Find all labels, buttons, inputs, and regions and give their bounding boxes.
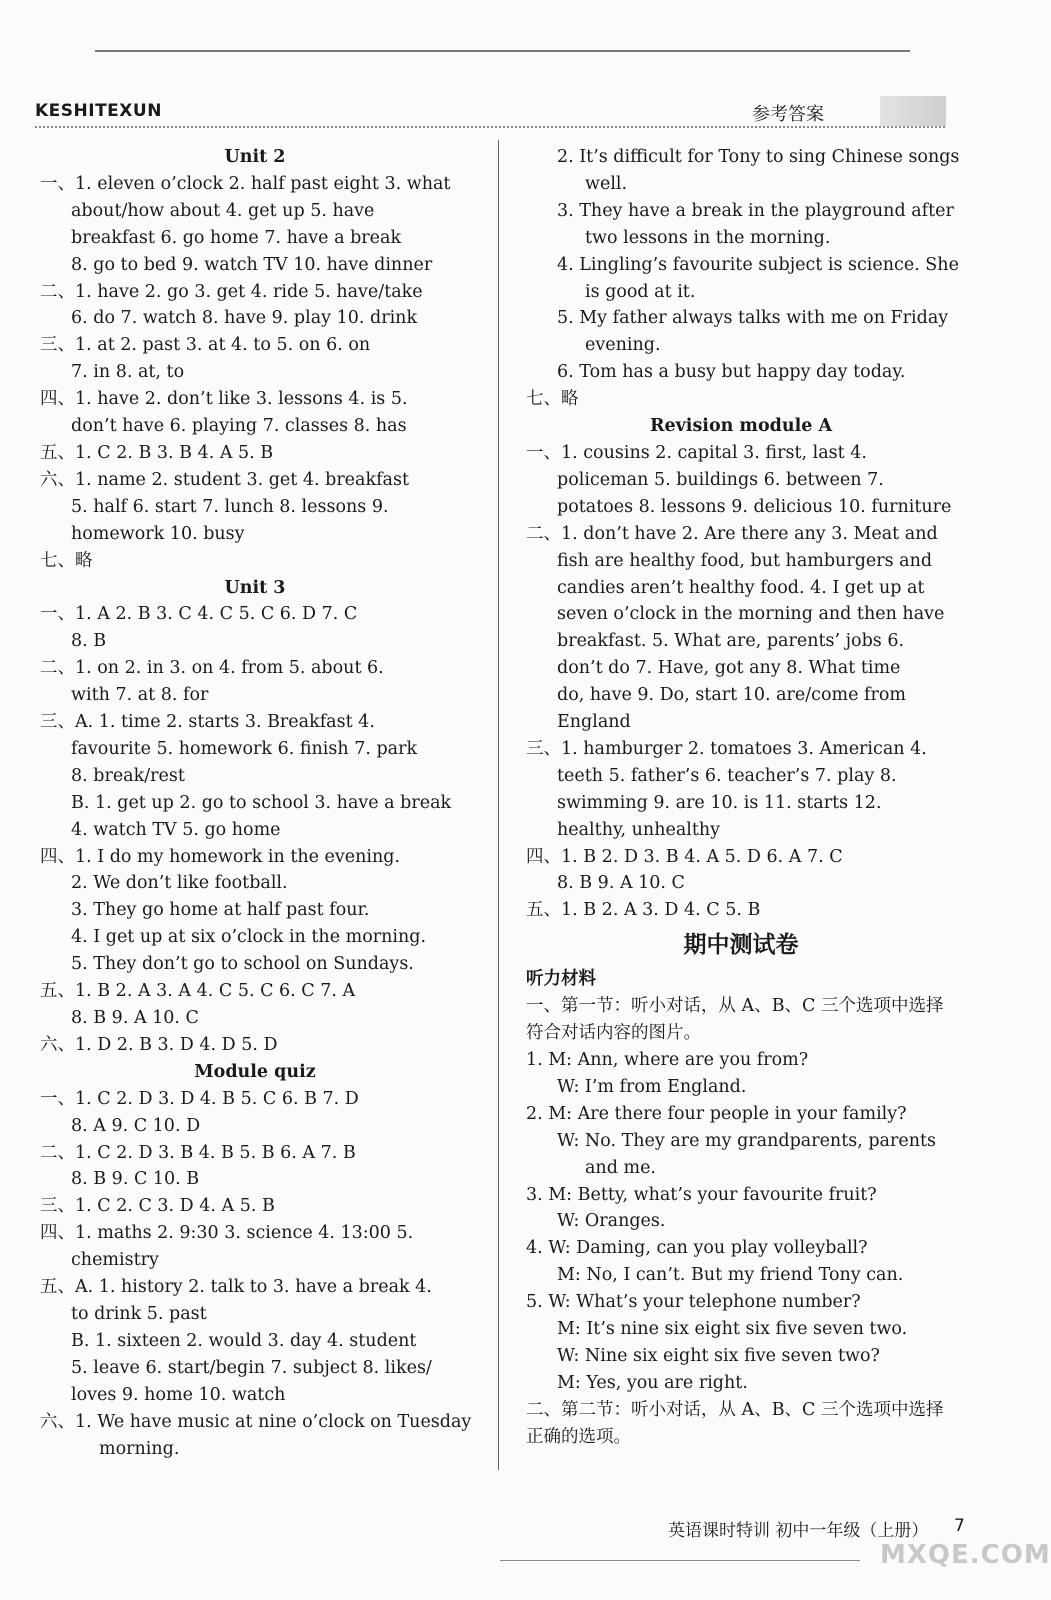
section-heading: Unit 3 [224, 577, 286, 598]
answer-line: 四、1. have 2. don’t like 3. lessons 4. is 5. [40, 389, 408, 410]
answer-line: 5. They don’t go to school on Sundays. [71, 954, 414, 975]
answer-line: 五、1. B 2. A 3. A 4. C 5. C 6. C 7. A [40, 981, 356, 1002]
answer-line: England [557, 712, 631, 733]
answer-line: 五、A. 1. history 2. talk to 3. have a break 4. [40, 1277, 432, 1298]
answer-line: morning. [99, 1438, 180, 1459]
answer-line: 二、第二节：听小对话，从 A、B、C 三个选项中选择 [526, 1399, 944, 1420]
answer-line: 5. My father always talks with me on Friday [557, 308, 949, 329]
answer-line: M: Yes, you are right. [557, 1372, 748, 1393]
answer-line: 4. I get up at six o’clock in the morning. [71, 927, 427, 948]
answer-line: don’t do 7. Have, got any 8. What time [557, 658, 901, 679]
header-tag-decoration [880, 96, 946, 126]
answer-line: to drink 5. past [71, 1303, 207, 1324]
answer-line: 8. B 9. A 10. C [557, 873, 685, 894]
brand-name: KESHITEXUN [35, 101, 162, 121]
answer-line: 一、1. cousins 2. capital 3. first, last 4. [526, 442, 867, 463]
answer-line: with 7. at 8. for [71, 685, 209, 706]
answer-line: 二、1. on 2. in 3. on 4. from 5. about 6. [40, 658, 384, 679]
answer-line: 六、1. D 2. B 3. D 4. D 5. D [40, 1034, 278, 1055]
answer-line: 5. half 6. start 7. lunch 8. lessons 9. [71, 496, 389, 517]
answer-line: potatoes 8. lessons 9. delicious 10. furniture [557, 496, 952, 517]
answer-line: 五、1. C 2. B 3. B 4. A 5. B [40, 442, 274, 463]
answer-line: breakfast. 5. What are, parents’ jobs 6. [557, 631, 905, 652]
answer-line: 一、第一节：听小对话，从 A、B、C 三个选项中选择 [526, 996, 944, 1017]
section-heading: Revision module A [649, 416, 833, 437]
right-answer-column [526, 144, 960, 1451]
answer-line: W: I’m from England. [557, 1076, 747, 1097]
answer-line: M: It’s nine six eight six five seven two. [557, 1319, 908, 1340]
answer-line: 三、1. at 2. past 3. at 4. to 5. on 6. on [40, 335, 371, 356]
answer-line: 8. go to bed 9. watch TV 10. have dinner [71, 254, 433, 275]
answer-line: 三、1. hamburger 2. tomatoes 3. American 4. [526, 738, 927, 759]
answer-line: 六、1. name 2. student 3. get 4. breakfast [40, 469, 410, 490]
answer-line: 4. W: Daming, can you play volleyball? [526, 1238, 868, 1259]
answer-line: W: Nine six eight six five seven two? [557, 1345, 880, 1366]
answer-line: healthy, unhealthy [557, 819, 721, 840]
answer-line: 正确的选项。 [526, 1426, 631, 1447]
footer-book-title: 英语课时特训 初中一年级（上册） [668, 1521, 929, 1541]
top-rule [95, 50, 910, 52]
answer-line: well. [585, 173, 628, 194]
answer-line: 1. M: Ann, where are you from? [526, 1050, 809, 1070]
answer-line: policeman 5. buildings 6. between 7. [557, 469, 884, 490]
answer-line: 8. A 9. C 10. D [71, 1115, 201, 1136]
answer-line: 6. Tom has a busy but happy day today. [557, 362, 906, 383]
answer-line: is good at it. [585, 281, 696, 302]
answer-line: 2. It’s difficult for Tony to sing Chinese songs [557, 147, 960, 167]
answer-line: 3. M: Betty, what’s your favourite fruit? [526, 1184, 877, 1205]
answer-line: 七、略 [40, 550, 93, 571]
answer-line: 二、1. C 2. D 3. B 4. B 5. B 6. A 7. B [40, 1142, 356, 1163]
answer-line: 二、1. don’t have 2. Are there any 3. Meat and [526, 523, 938, 544]
answer-line: 2. We don’t like football. [71, 873, 288, 894]
watermark-logo: MXQE.COM [880, 1540, 1051, 1570]
answer-line: B. 1. sixteen 2. would 3. day 4. student [71, 1330, 417, 1351]
answer-line: 四、1. B 2. D 3. B 4. A 5. D 6. A 7. C [526, 846, 843, 867]
answer-line: breakfast 6. go home 7. have a break [71, 227, 402, 248]
answer-line: 3. They go home at half past four. [71, 900, 370, 921]
answer-line: do, have 9. Do, start 10. are/come from [557, 685, 907, 706]
answer-line: 一、1. A 2. B 3. C 4. C 5. C 6. D 7. C [40, 604, 358, 625]
answer-line: homework 10. busy [71, 523, 245, 544]
section-heading: 期中测试卷 [683, 932, 799, 959]
answer-line: 8. B 9. C 10. B [71, 1169, 200, 1190]
answer-line: 听力材料 [526, 969, 596, 990]
answer-line: 4. Lingling’s favourite subject is science. She [557, 254, 959, 275]
answer-line: 一、1. C 2. D 3. D 4. B 5. C 6. B 7. D [40, 1088, 359, 1109]
answer-line: fish are healthy food, but hamburgers and [557, 550, 933, 571]
answer-line: and me. [585, 1157, 656, 1178]
answer-line: 5. W: What’s your telephone number? [526, 1292, 861, 1313]
answer-line: 四、1. maths 2. 9:30 3. science 4. 13:00 5. [40, 1223, 414, 1244]
answer-line: chemistry [71, 1250, 159, 1271]
answer-line: two lessons in the morning. [585, 227, 831, 248]
answer-line: 8. B [71, 631, 107, 652]
answer-line: 8. break/rest [71, 765, 185, 786]
answer-line: candies aren’t healthy food. 4. I get up at [557, 577, 925, 598]
section-heading: Unit 2 [224, 147, 286, 167]
answer-line: 三、A. 1. time 2. starts 3. Breakfast 4. [40, 712, 375, 733]
answer-line: 四、1. I do my homework in the evening. [40, 846, 401, 867]
answer-line: 六、1. We have music at nine o’clock on Tuesday [40, 1411, 472, 1432]
answer-line: evening. [585, 335, 661, 356]
answer-line: 8. B 9. A 10. C [71, 1008, 199, 1028]
answer-line: 二、1. have 2. go 3. get 4. ride 5. have/take [40, 281, 423, 302]
column-divider [498, 140, 499, 1470]
answer-line: 五、1. B 2. A 3. D 4. C 5. B [526, 900, 761, 921]
answer-line: W: No. They are my grandparents, parents [557, 1130, 936, 1151]
answer-line: 7. in 8. at, to [71, 362, 185, 383]
answer-line: 5. leave 6. start/begin 7. subject 8. likes/ [71, 1357, 432, 1378]
answer-line: B. 1. get up 2. go to school 3. have a break [71, 792, 452, 813]
left-answer-column [40, 144, 470, 1462]
section-title: 参考答案 [752, 104, 824, 125]
answer-line: about/how about 4. get up 5. have [71, 200, 375, 221]
answer-line: 2. M: Are there four people in your family? [526, 1103, 907, 1124]
answer-line: loves 9. home 10. watch [71, 1384, 286, 1405]
answer-line: 符合对话内容的图片。 [526, 1023, 701, 1044]
answer-line: 6. do 7. watch 8. have 9. play 10. drink [71, 308, 418, 329]
answer-line: don’t have 6. playing 7. classes 8. has [71, 416, 407, 437]
answer-line: M: No, I can’t. But my friend Tony can. [557, 1265, 904, 1286]
answer-line: swimming 9. are 10. is 11. starts 12. [557, 792, 882, 813]
answer-line: 三、1. C 2. C 3. D 4. A 5. B [40, 1196, 275, 1217]
answer-line: 3. They have a break in the playground after [557, 200, 954, 221]
answer-line: W: Oranges. [557, 1211, 666, 1232]
section-heading: Module quiz [194, 1061, 316, 1082]
answer-line: 4. watch TV 5. go home [71, 819, 281, 840]
answer-line: 七、略 [526, 389, 579, 410]
answer-line: 一、1. eleven o’clock 2. half past eight 3. what [40, 173, 451, 194]
answer-line: teeth 5. father’s 6. teacher’s 7. play 8. [557, 765, 897, 786]
answer-line: favourite 5. homework 6. finish 7. park [71, 738, 418, 759]
answer-line: seven o’clock in the morning and then have [557, 604, 945, 625]
header-dotted-rule [35, 126, 945, 128]
page-number: 7 [954, 1516, 965, 1536]
bottom-rule [500, 1560, 860, 1561]
